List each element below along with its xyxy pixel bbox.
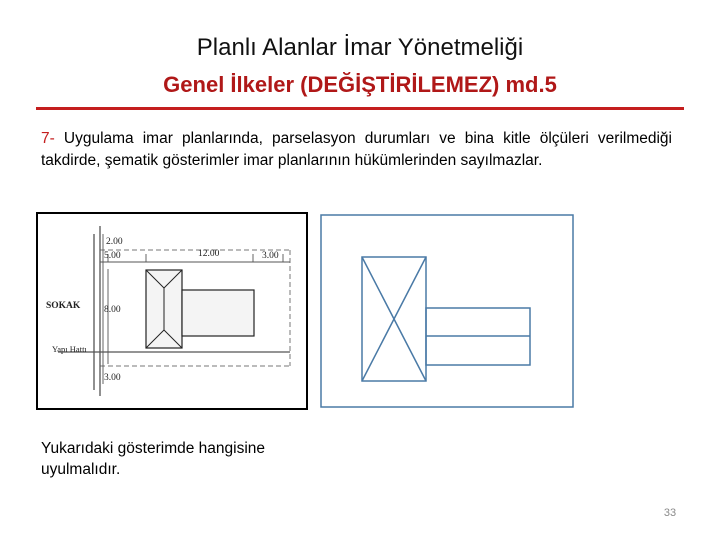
page-number: 33 bbox=[663, 507, 677, 519]
schematic-figure bbox=[320, 213, 574, 409]
page-subtitle: Genel İlkeler (DEĞİŞTİRİLEMEZ) md.5 bbox=[163, 72, 557, 97]
question-text: Yukarıdaki gösterimde hangisine uyulmalıdır. bbox=[41, 440, 266, 478]
dim-right-front: 3.00 bbox=[262, 251, 279, 261]
dim-top-margin: 2.00 bbox=[106, 237, 123, 247]
schematic-drawing bbox=[320, 213, 574, 409]
dim-bottom-margin: 3.00 bbox=[104, 373, 121, 383]
parcel-boundary bbox=[321, 215, 573, 407]
plan-sketch-figure bbox=[36, 212, 308, 410]
article-text: Uygulama imar planlarında, parselasyon durumları ve bina kitle ölçüleri verilmediği takdirde, şematik gösterimler imar planlarının hükümlerinden sayılmazlar. bbox=[41, 130, 672, 169]
dim-depth: 8.00 bbox=[104, 305, 121, 315]
plan-sketch-drawing bbox=[38, 214, 306, 408]
page-title: Planlı Alanlar İmar Yönetmeliği bbox=[196, 34, 524, 61]
title-divider bbox=[36, 107, 684, 110]
building-line-label: Yapı Hattı bbox=[52, 344, 87, 354]
article-number: 7- bbox=[41, 130, 55, 147]
dim-building-width: 12.00 bbox=[198, 249, 220, 259]
dim-left-front: 5.00 bbox=[104, 251, 121, 261]
article-paragraph bbox=[41, 128, 672, 171]
street-label: SOKAK bbox=[46, 301, 81, 311]
